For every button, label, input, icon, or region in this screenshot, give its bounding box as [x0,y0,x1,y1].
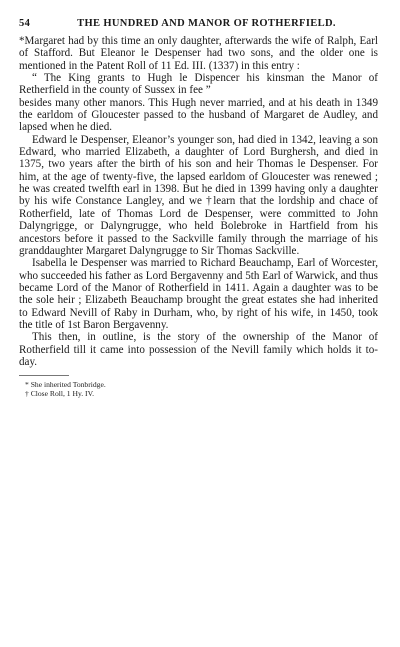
running-head: THE HUNDRED AND MANOR OF ROTHERFIELD. [77,18,336,29]
paragraph: This then, in outline, is the story of the ownership of the Manor of Rotherfield till it came into possession of the Nevill family which holds it to-day. [19,331,378,368]
paragraph: *Margaret had by this time an only daughter, afterwards the wife of Ralph, Earl of Stafford. But Eleanor le Despenser had two sons, and the older one is mentioned in the Patent Roll of 11 Ed. III. (1337) in this entry : [19,35,378,72]
footnotes [19,380,378,398]
paragraph: besides many other manors. This Hugh never married, and at his death in 1349 the earldom of Gloucester passed to the husband of Margaret de Audley, and lapsed when he died. [19,96,378,134]
footnote-divider [19,375,69,376]
quotation: “ The King grants to Hugh le Dispencer his kinsman the Manor of Retherfield in the county of Sussex in fee ” [19,72,378,97]
body-text [19,35,378,368]
page-number: 54 [19,18,31,29]
page-header [19,18,378,29]
footnote: * She inherited Tonbridge. [25,380,106,390]
paragraph: Isabella le Despenser was married to Richard Beauchamp, Earl of Worcester, who succeeded his father as Lord Bergavenny and 5th Earl of Warwick, and thus became Lord of the Manor of Rotherfield in 1411. Again a daughter was to be the sole heir ; Elizabeth Beauchamp brought the great estates she had inherited to Edward Nevill of Raby in Durham, who, by right of his wife, in 1450, took the title of 1st Baron Bergavenny. [19,257,378,331]
footnote: † Close Roll, 1 Hy. IV. [25,389,94,399]
paragraph: Edward le Despenser, Eleanor’s younger son, had died in 1342, leaving a son Edward, who married Elizabeth, a daughter of Lord Burghersh, and died in 1375, two years after the birth of his son and heir Thomas le Despenser. For him, at the age of twenty-five, the lapsed earldom of Gloucester was renewed ; he was created twelfth earl in 1398. But he died in 1399 having only a daughter by his wife Constance Langley, and we †learn that the lordship and chace of Rotherfield, late of Thomas Lord de Despenser, were committed to John Dalyngrigge, or Dalyngrugge, who held Bolebroke in Hartfield from his ancestors before it passed to the Sackville family through the marriage of his granddaughter Margaret Dalyngrugge to Sir Thomas Sackville. [19,133,378,257]
